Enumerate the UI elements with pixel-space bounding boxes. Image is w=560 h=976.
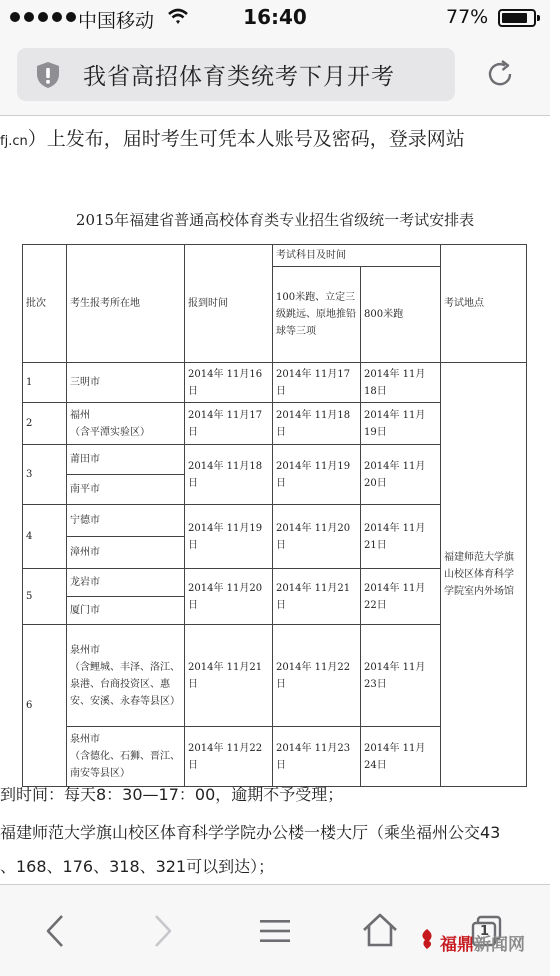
- watermark: [420, 930, 525, 955]
- article-line-1-text: ）上发布，届时考生可凭本人账号及密码，登录网站: [27, 128, 465, 150]
- battery-percentage: 77%: [446, 6, 489, 28]
- header-subject-1: 100米跑、立定三级跳远、原地推铅球等三项: [273, 267, 361, 363]
- table-title: 2015年福建省普通高校体育类专业招生省级统一考试安排表: [75, 211, 475, 229]
- reload-icon[interactable]: [483, 57, 517, 91]
- table-row: 4 宁德市 2014年 11月19日 2014年 11月20日 2014年 11月21日: [23, 505, 527, 537]
- table-row: 6 泉州市 （含鲤城、丰泽、洛江、泉港、台商投资区、惠安、安溪、永春等县区） 2014年 11月21日 2014年 11月22日 2014年 11月23日: [23, 625, 527, 727]
- page-title: 我省高招体育类统考下月开考: [83, 64, 395, 90]
- article-line-report-time: 到时间：每天8：30—17：00，逾期不予受理；: [0, 785, 344, 804]
- battery-fill: [502, 13, 527, 23]
- table-row: 5 龙岩市 2014年 11月20日 2014年 11月21日 2014年 11月22日: [23, 569, 527, 597]
- status-time: 16:40: [243, 5, 307, 29]
- article-line-1: [0, 124, 560, 151]
- browser-header: [0, 36, 550, 116]
- header-subjects: 考试科目及时间: [273, 245, 441, 267]
- watermark-grey: 新闻网: [474, 935, 525, 955]
- article-line-bus: 、168、176、318、321可以到达）；: [0, 857, 275, 876]
- back-icon[interactable]: [40, 913, 70, 949]
- forward-icon[interactable]: [148, 913, 178, 949]
- source-domain: fj.cn: [0, 134, 28, 149]
- header-subject-2: 800米跑: [361, 267, 441, 363]
- article-line-location: 福建师范大学旗山校区体育科学学院办公楼一楼大厅（乘坐福州公交43: [0, 823, 501, 842]
- table-row: 2 福州 （含平潭实验区） 2014年 11月17日 2014年 11月18日 2014年 11月19日: [23, 403, 527, 445]
- watermark-red: 福鼎: [440, 935, 474, 955]
- header-report-time: 报到时间: [185, 245, 273, 363]
- table-header-row: [23, 245, 527, 267]
- header-location: 考生报考所在地: [67, 245, 185, 363]
- table-row: 泉州市 （含德化、石狮、晋江、南安等县区） 2014年 11月22日 2014年 11月23日 2014年 11月24日: [23, 727, 527, 787]
- venue-cell: 福建师范大学旗山校区体育科学学院室内外场馆: [441, 363, 527, 787]
- header-batch: 批次: [23, 245, 67, 363]
- tabs-count: 1: [480, 924, 490, 939]
- table-row: 3 莆田市 2014年 11月18日 2014年 11月19日 2014年 11月20日: [23, 445, 527, 475]
- shield-icon: [35, 61, 61, 89]
- battery-icon: [498, 9, 536, 27]
- home-icon[interactable]: [360, 911, 400, 949]
- table-row: 1 三明市 2014年 11月16日 2014年 11月17日 2014年 11月18日 福建师范大学旗山校区体育科学学院室内外场馆: [23, 363, 527, 403]
- status-bar: [0, 0, 550, 36]
- address-bar[interactable]: [17, 48, 455, 101]
- article-content: [0, 116, 550, 884]
- carrier-name: 中国移动: [78, 10, 155, 32]
- menu-icon[interactable]: [258, 917, 292, 945]
- header-venue: 考试地点: [441, 245, 527, 363]
- exam-schedule-table: 批次 考生报考所在地 报到时间 考试科目及时间 考试地点 100米跑、立定三级跳远、原地推铅球等三项 800米跑 1 三明市 2014年 11月16日 2014年 11月17日 2014年 11月18日 福建师范大学旗山校区体育科学学院室内外场馆 2 福州 （含平潭实验区） 2014年 11月17日 2014年 11月18日 2014年 11月19日 3 莆田市 2014年 11月18日 2014年 11月19日 2014年 11月20日 南平市 4 宁德市 2014年 11月19日 2014年 11月20日 2014年 11月21日 漳州市 5 龙岩市 2014年 11月20日 2014年 11月21日 2014年 11月22日 厦门市 6 泉州市 （含鲤城、丰泽、洛江、泉港、台商投资区、惠安、安溪、永春等县区） 2014年 11月21日 2014年 11月22日 2014年 11月23日 泉州市 （含德化、石狮、晋江、南安等县区） 2014年 11月22日 2014年 11月23日 2014年 11月24日: [22, 244, 527, 787]
